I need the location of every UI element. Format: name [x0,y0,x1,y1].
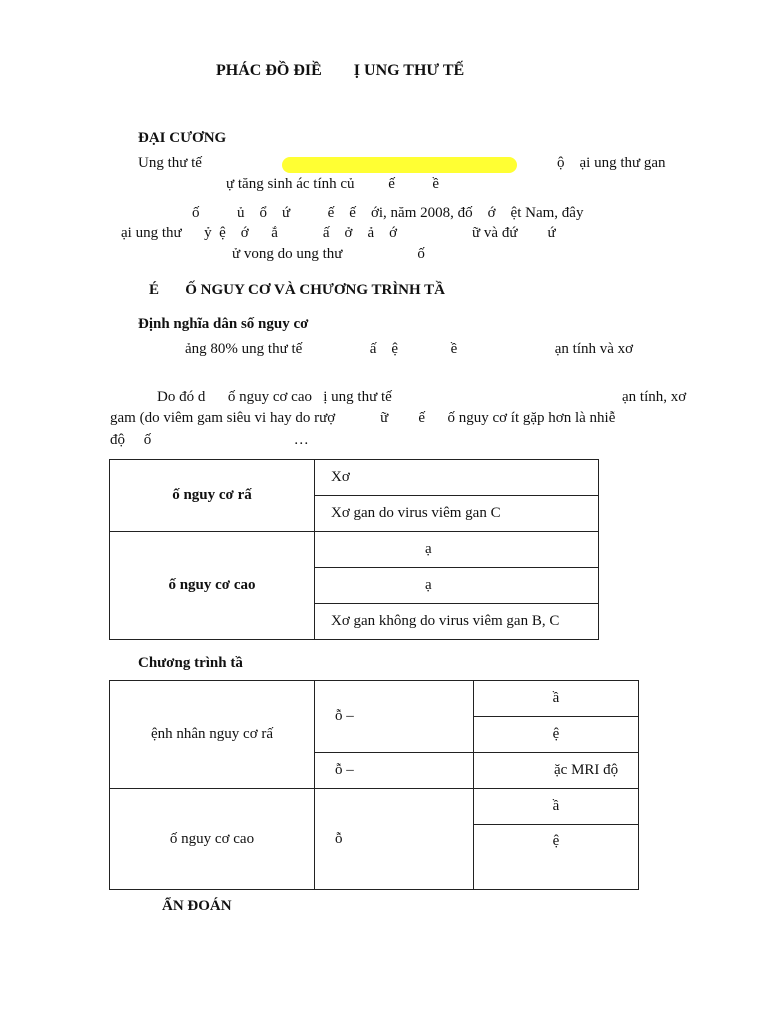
table-cell: ầ [474,789,639,825]
table-cell: ỗ – [315,753,474,789]
risk-group-table [109,459,599,640]
paragraph-line: ại ung thư ỷ ệ ớ ắ ấ ở ả ớ ữ và đứ ứ [121,225,556,241]
paragraph-line: gam (do viêm gam siêu vi hay do rượ ữ ế ố nguy cơ ít gặp hơn là nhiễ [110,410,616,426]
table-cell: ạ [315,532,599,568]
section-heading-chan-doan: ẨN ĐOÁN [162,898,232,914]
page-title: PHÁC ĐỒ ĐIỀ Ị UNG THƯ TẾ [216,62,465,79]
section-heading-nguy-co: É Ố NGUY CƠ VÀ CHƯƠNG TRÌNH TẦ [149,282,446,298]
section-heading-dai-cuong: ĐẠI CƯƠNG [138,130,227,146]
table-group-label: ố nguy cơ cao [110,532,315,640]
table-cell: ầ [474,681,639,717]
table-group-label: ố nguy cơ cao [110,789,315,890]
subheading-dinh-nghia: Định nghĩa dân số nguy cơ [138,316,309,332]
paragraph-line: Ung thư tế [138,155,202,171]
subheading-chuong-trinh: Chương trình tầ [138,655,243,671]
screening-program-table [109,680,639,890]
paragraph-line: ộ ại ung thư gan [557,155,666,171]
table-group-label: ố nguy cơ rấ [110,460,315,532]
paragraph-line: ử vong do ung thư ố [232,246,425,262]
table-cell: ệ [474,825,639,890]
paragraph-line: độ ố … [110,432,309,448]
table-group-label: ệnh nhân nguy cơ rấ [110,681,315,789]
table-cell: ạ [315,568,599,604]
highlighted-text-redaction [282,157,517,173]
table-cell: Xơ [315,460,599,496]
paragraph-line: ạn tính, xơ [622,389,687,405]
table-cell: ỗ [315,789,474,890]
paragraph-line: ự tăng sinh ác tính củ ế ề [226,176,440,192]
paragraph-line: Do đó d ố nguy cơ cao ị ung thư tế [157,389,392,405]
table-cell: Xơ gan do virus viêm gan C [315,496,599,532]
table-cell: Xơ gan không do virus viêm gan B, C [315,604,599,640]
table-cell: ỗ – [315,681,474,753]
paragraph-line: ảng 80% ung thư tế ấ ệ ề ạn tính và xơ [185,341,634,357]
table-cell: ặc MRI độ [474,753,639,789]
table-cell: ệ [474,717,639,753]
paragraph-line: ố ủ ổ ứ ế ế ới, năm 2008, đố ớ ệt Nam, đây [192,205,584,221]
